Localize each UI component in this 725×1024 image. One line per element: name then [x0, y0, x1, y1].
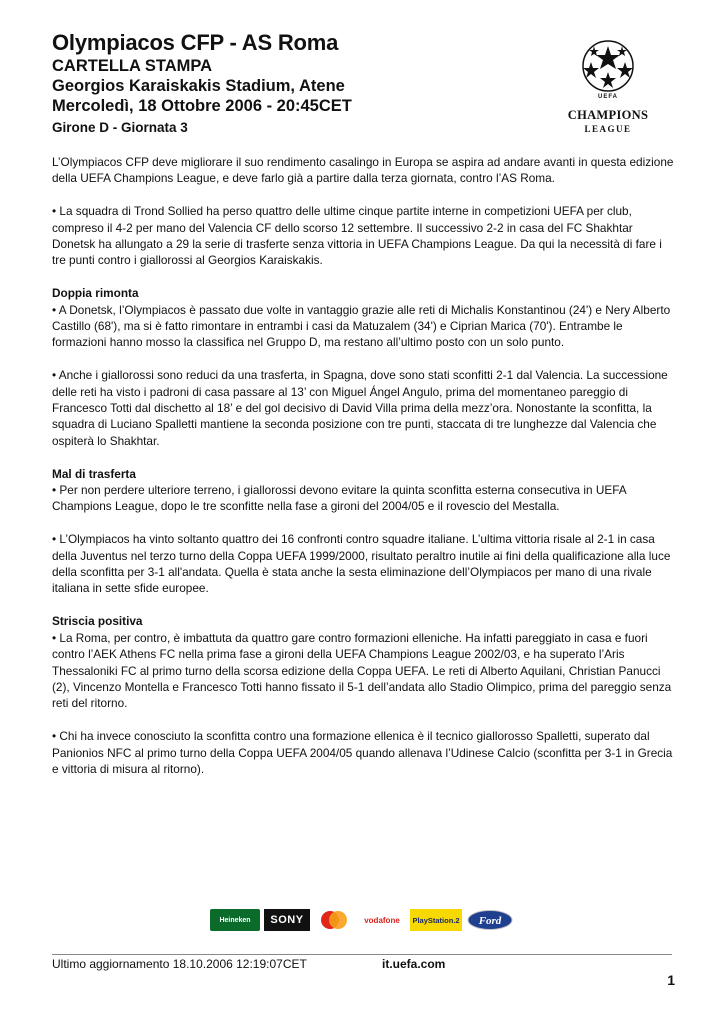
group-round: Girone D - Giornata 3 [52, 120, 188, 135]
press-header [52, 30, 572, 136]
document-type: CARTELLA STAMPA [52, 57, 213, 75]
match-title: Olympiacos CFP - AS Roma [52, 30, 339, 55]
article-paragraph: • Chi ha invece conosciuto la sconfitta contro una formazione ellenica è il tecnico giallorosso Spalletti, superato dal Panionios NFC al primo turno della Coppa UEFA 2004/05 quando allenava l’Udinese Calcio (sconfitta per 3-1 in Grecia e vittoria di misura al ritorno). [52, 729, 673, 776]
section-heading: Mal di trasferta [52, 466, 136, 481]
article-section [52, 613, 674, 711]
playstation-logo: PlayStation.2 [410, 909, 462, 931]
vodafone-logo: vodafone [358, 909, 406, 931]
article-paragraph: • Anche i giallorossi sono reduci da una trasferta, in Spagna, dove sono stati sconfitti 2-1 dal Valencia. La successione delle reti ha visto i padroni di casa passare al 13’ con Miguel Ángel Angulo, prima del momentaneo pareggio di Francesco Totti dal dischetto al 18’ e del gol decisivo di David Villa prima della mezz’ora. Nonostante la sconfitta, la squadra di Luciano Spalletti mantiene la seconda posizione con tre punti, staccata di tre lunghezze dal Valencia che ospiterà lo Shakhtar. [52, 368, 668, 448]
section-heading: Doppia rimonta [52, 286, 139, 301]
page-number: 1 [667, 972, 675, 988]
article-body [52, 154, 674, 794]
champions-league-logo [560, 38, 656, 142]
logo-uefa-text: UEFA [597, 94, 618, 100]
article-paragraph: • L’Olympiacos ha vinto soltanto quattro dei 16 confronti contro squadre italiane. L’ultima vittoria risale al 2-1 in casa della Juventus nel terzo turno della Coppa UEFA 1999/2000, risultato peraltro inutile ai fini della qualificazione alla luce della sconfitta per 3-1 all'andata. Quella è stata anche la sesta eliminazione dell’Olympiacos per mano di una rivale italiana in sette sfide europee. [52, 532, 671, 596]
mastercard-logo [314, 909, 354, 931]
section-heading: Striscia positiva [52, 614, 143, 629]
heineken-logo: Heineken [210, 909, 260, 931]
starball-icon [560, 38, 656, 94]
footer-divider [52, 954, 672, 955]
sponsor-bar [210, 909, 514, 931]
logo-champions-text: CHAMPIONS [567, 108, 649, 122]
match-datetime: Mercoledì, 18 Ottobre 2006 - 20:45CET [52, 97, 352, 115]
article-section [52, 285, 674, 351]
last-updated: Ultimo aggiornamento 18.10.2006 12:19:07CET [52, 957, 307, 971]
article-section [52, 466, 674, 515]
site-link[interactable]: it.uefa.com [382, 957, 446, 971]
sony-logo: SONY [264, 909, 310, 931]
article-paragraph: • Per non perdere ulteriore terreno, i giallorossi devono evitare la quinta sconfitta esterna consecutiva in UEFA Champions League, dopo le tre sconfitte nella fase a gironi del 2004/05 e il rovescio del Mestalla. [52, 483, 626, 514]
ford-logo-text: Ford [478, 915, 502, 927]
article-paragraph: • La squadra di Trond Sollied ha perso quattro delle ultime cinque partite interne in competizioni UEFA per club, compreso il 4-2 per mano del Valencia CF dello scorso 12 settembre. Il successivo 2-2 in casa del FC Shakhtar Donetsk ha allungato a 29 la serie di trasferte senza vittoria in UEFA Champions League. Da qui la necessità di fare i tre punti contro i giallorossi al Georgios Karaiskakis. [52, 204, 662, 268]
article-paragraph: • La Roma, per contro, è imbattuta da quattro gare contro formazioni elleniche. Ha infatti pareggiato in casa e fuori contro l’AEK Athens FC nella prima fase a gironi della UEFA Champions League 2002/03, e ha superato l’Aris Thessaloniki FC al primo turno della scorsa edizione della Coppa UEFA. Le reti di Alberto Aquilani, Christian Panucci (2), Vincenzo Montella e Francesco Totti hanno fissato il 5-1 dell’andata allo Stadio Olimpico, prima del pareggio senza reti del ritorno. [52, 630, 672, 711]
logo-league-text: LEAGUE [584, 124, 632, 134]
article-paragraph: • A Donetsk, l’Olympiacos è passato due volte in vantaggio grazie alle reti di Michalis Konstantinou (24') e Nery Alberto Castillo (68'), ma si è fatto rimontare in entrambi i casi da Matuzalem (34') e Ciprian Marica (70'). Entrambe le formazioni hanno mosso la classifica nel Gruppo D, ma restano all’ultimo posto con un solo punto. [52, 302, 671, 350]
article-intro: L’Olympiacos CFP deve migliorare il suo rendimento casalingo in Europa se aspira ad andare avanti in questa edizione della UEFA Champions League, e deve farlo già a partire dalla terza giornata, contro l’AS Roma. [52, 155, 674, 186]
ford-logo [466, 909, 514, 931]
venue: Georgios Karaiskakis Stadium, Atene [52, 77, 345, 95]
